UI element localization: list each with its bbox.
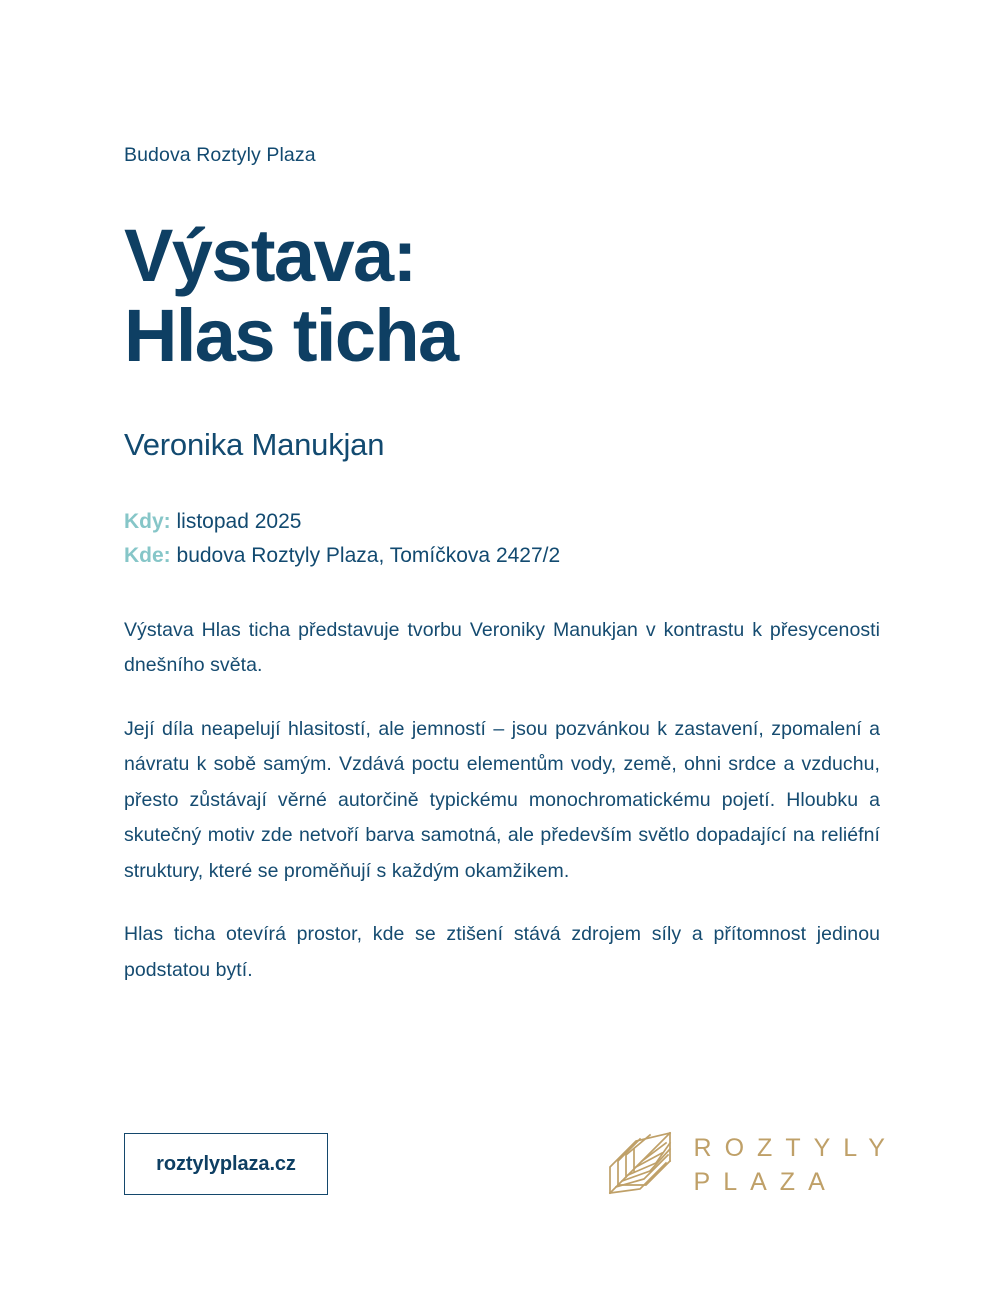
eyebrow-text: Budova Roztyly Plaza <box>124 144 316 166</box>
body-paragraph-2: Její díla neapelují hlasitostí, ale jemností – jsou pozvánkou k zastavení, zpomalení a návratu k sobě samým. Vzdává poctu elementům vody, země, ohni srdce a vzduchu, přesto zůstávají věrné autorčině typickému monochromatickému pojetí. Hloubku a skutečný motiv zde netvoří barva samotná, ale především světlo dopadající na reliéfní struktury, které se proměňují s každým okamžikem. <box>124 717 880 882</box>
logo-wordmark <box>694 1134 898 1195</box>
roztyly-plaza-logo <box>606 1127 898 1202</box>
artist-name: Veronika Manukjan <box>124 426 385 462</box>
event-where-label: Kde: <box>124 543 171 567</box>
content-column <box>124 0 880 988</box>
page-title <box>124 216 880 376</box>
headline-line-2: Hlas ticha <box>124 294 458 378</box>
body-copy <box>124 613 880 988</box>
leaf-logo-icon <box>606 1127 674 1202</box>
footer <box>124 1133 904 1195</box>
body-paragraph-3: Hlas ticha otevírá prostor, kde se ztišení stává zdrojem síly a přítomnost jedinou podstatou bytí. <box>124 923 880 981</box>
event-when-label: Kdy: <box>124 509 171 533</box>
event-when-value: listopad 2025 <box>176 509 302 533</box>
website-button[interactable]: roztylyplaza.cz <box>124 1133 328 1195</box>
body-paragraph-1: Výstava Hlas ticha představuje tvorbu Veroniky Manukjan v kontrastu k přesycenosti dnešního světa. <box>124 618 880 677</box>
headline-line-1: Výstava: <box>124 214 416 298</box>
event-when-row <box>124 505 880 539</box>
event-where-row <box>124 539 880 573</box>
logo-word-line-1: ROZTYLY <box>693 1134 898 1162</box>
event-details <box>124 505 880 573</box>
logo-word-line-2: PLAZA <box>693 1168 838 1196</box>
event-where-value: budova Roztyly Plaza, Tomíčkova 2427/2 <box>176 543 561 567</box>
